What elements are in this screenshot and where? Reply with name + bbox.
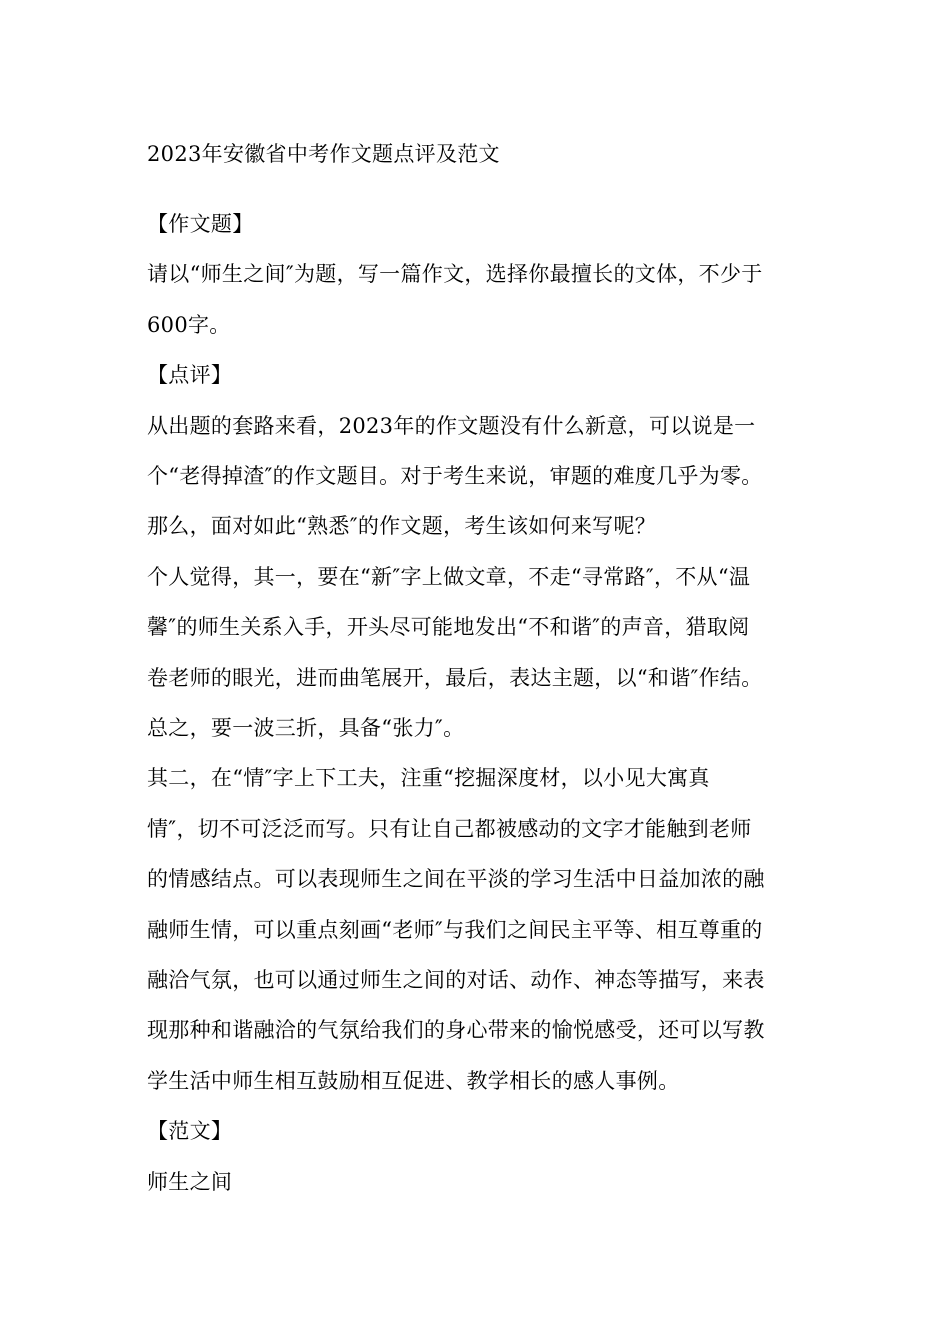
- text-line: 馨″的师生关系入手，开头尽可能地发出“不和谐″的声音，猎取阅: [147, 615, 750, 639]
- text-line: 600字。: [147, 313, 231, 337]
- text-line: 总之，要一波三折，具备“张力″。: [147, 716, 465, 740]
- text-line: 学生活中师生相互鼓励相互促进、教学相长的感人事例。: [147, 1069, 680, 1093]
- text-line: 现那种和谐融洽的气氛给我们的身心带来的愉悦感受，还可以写教: [147, 1018, 765, 1042]
- text-line: 请以“师生之间″为题，写一篇作文，选择你最擅长的文体，不少于: [147, 262, 763, 286]
- text-line: 从出题的套路来看，2023年的作文题没有什么新意，可以说是一: [147, 414, 756, 438]
- text-line: 个人觉得，其一，要在“新″字上做文章，不走“寻常路″，不从“温: [147, 565, 751, 589]
- text-line: 卷老师的眼光，进而曲笔展开，最后，表达主题，以“和谐″作结。: [147, 666, 763, 690]
- section-heading-prompt: 【作文题】: [147, 212, 254, 236]
- text-line: 的情感结点。可以表现师生之间在平淡的学习生活中日益加浓的融: [147, 867, 765, 891]
- text-line: 情″，切不可泛泛而写。只有让自己都被感动的文字才能触到老师: [147, 817, 752, 841]
- sample-essay-title: 师生之间: [147, 1170, 233, 1194]
- section-heading-comment: 【点评】: [147, 363, 233, 387]
- text-line: 融师生情，可以重点刻画“老师″与我们之间民主平等、相互尊重的: [147, 918, 763, 942]
- document-title: 2023年安徽省中考作文题点评及范文: [147, 142, 500, 166]
- text-line: 融洽气氛，也可以通过师生之间的对话、动作、神态等描写，来表: [147, 968, 765, 992]
- text-line: 其二，在“情″字上下工夫，注重“挖掘深度材，以小见大寓真: [147, 766, 710, 790]
- section-heading-sample: 【范文】: [147, 1119, 233, 1143]
- text-line: 那么，面对如此“熟悉″的作文题，考生该如何来写呢？: [147, 514, 657, 538]
- text-line: 个“老得掉渣″的作文题目。对于考生来说，审题的难度几乎为零。: [147, 464, 763, 488]
